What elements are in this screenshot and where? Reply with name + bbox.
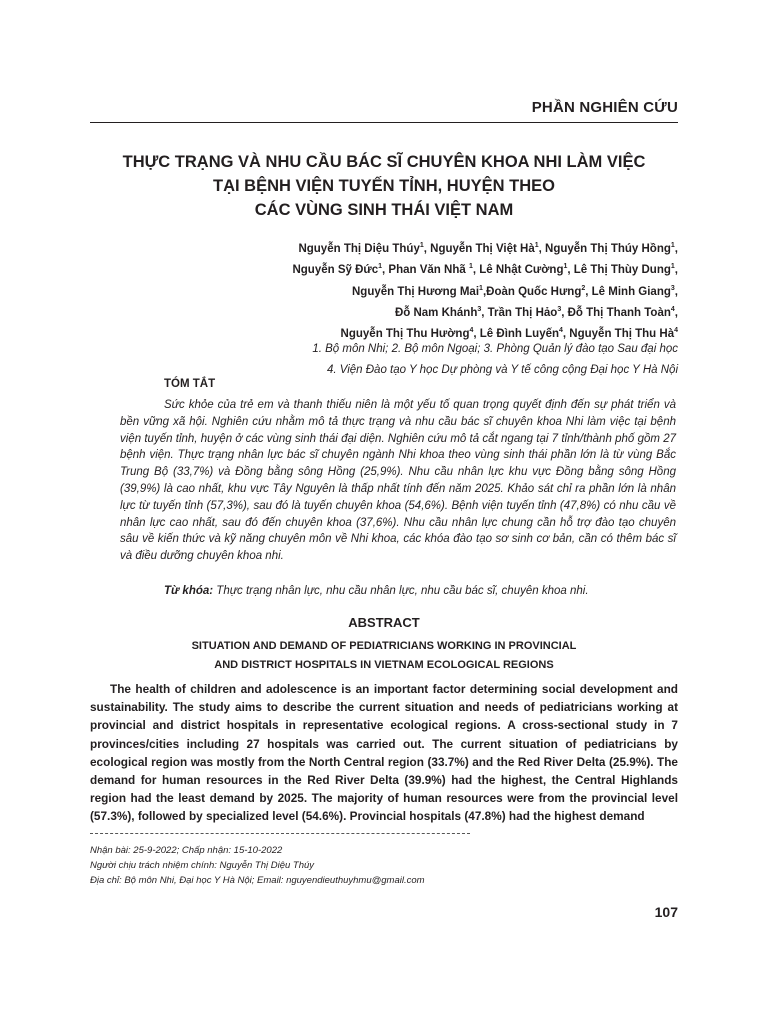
- affiliation-line: 1. Bộ môn Nhi; 2. Bộ môn Ngoại; 3. Phòng Quản lý đào tạo Sau đại học: [312, 343, 678, 355]
- keywords-text: Thực trạng nhân lực, nhu cầu nhân lực, nhu cầu bác sĩ, chuyên khoa nhi.: [213, 585, 589, 597]
- author-name: Lê Thị Thùy Dung: [573, 264, 671, 277]
- author-affil-mark: 3: [477, 306, 482, 314]
- author-name: Nguyễn Thị Diệu Thúy: [298, 243, 420, 255]
- author-affil-mark: 1: [670, 263, 675, 271]
- footnote-divider: [90, 833, 470, 834]
- author-affil-mark: 1: [378, 263, 383, 271]
- author-affil-mark: 1: [479, 284, 483, 292]
- footnote-received: Nhận bài: 25-9-2022; Chấp nhận: 15-10-2022: [90, 845, 283, 856]
- footnote-address: Địa chỉ: Bộ môn Nhi, Đại học Y Hà Nội; Email: nguyendieuthuyhmu@gmail.com: [90, 875, 425, 886]
- author-affil-mark: 2: [581, 284, 586, 292]
- author-sep: , Lê Đình Luyến: [473, 328, 560, 341]
- author-name: Lê Nhật Cường: [479, 264, 564, 277]
- footnotes: [90, 843, 425, 888]
- author-affil-mark: 3: [670, 284, 675, 292]
- author-sep: ,: [674, 264, 678, 277]
- author-sep: , Trần Thị Hảo: [481, 306, 558, 319]
- author-sep: ,: [472, 264, 480, 277]
- title-line: CÁC VÙNG SINH THÁI VIỆT NAM: [254, 201, 514, 219]
- author-name: Nguyễn Thị Thúy Hồng: [545, 243, 671, 255]
- en-abstract-text: The health of children and adolescence is an important factor determining social development and sustainability. The study aims to describe the current situation and needs of pediatricians working at provincial and district hospitals in representative ecological regions. A cross-sectional study in 7 provinces/cities including 27 hospitals was carried out. The current situation of pediatricians by ecological region was mostly from the North Central region (33.7%) and the Red River Delta (25.9%). The demand for human resources in the Red River Delta (39.9%) had the highest, the Central Highlands region had the least demand by 2025. The majority of human resources were from the provincial level (57.3%), followed by specialized level (54.6%). Provincial hospitals (47.8%) had the highest demand: [90, 682, 678, 824]
- author-line: [90, 239, 678, 260]
- author-line: [90, 303, 678, 324]
- author-sep: ,: [538, 243, 546, 255]
- vn-abstract-body: [120, 397, 676, 565]
- author-list: [90, 239, 678, 345]
- author-affil-mark: 1: [534, 242, 539, 250]
- page-number: 107: [654, 904, 678, 920]
- author-name: Nguyễn Sỹ Đức: [292, 264, 379, 277]
- author-sep: , Lê Minh Giang: [585, 285, 671, 298]
- en-abstract-body: [90, 680, 678, 826]
- author-affil-mark: 1: [468, 263, 473, 271]
- en-abstract-heading: ABSTRACT: [348, 615, 420, 630]
- author-affil-mark: 1: [419, 242, 424, 250]
- author-name: Đỗ Nam Khánh: [394, 306, 478, 319]
- keywords-label: Từ khóa:: [164, 585, 214, 597]
- author-sep: ,: [423, 243, 431, 255]
- article-title: [90, 150, 678, 222]
- author-affil-mark: 4: [559, 327, 563, 335]
- author-affil-mark: 4: [670, 306, 675, 314]
- vn-abstract-heading: TÓM TẮT: [164, 378, 216, 390]
- en-title-line: AND DISTRICT HOSPITALS IN VIETNAM ECOLOGICAL REGIONS: [214, 659, 554, 671]
- author-sep: ,: [674, 243, 678, 255]
- footnote-corresponding-author: Người chịu trách nhiệm chính: Nguyễn Thị Diệu Thúy: [90, 860, 315, 871]
- author-name: Phan Văn Nhã: [388, 264, 469, 277]
- author-affil-mark: 1: [563, 263, 568, 271]
- affiliation-line: 4. Viện Đào tạo Y học Dự phòng và Y tế công cộng Đại học Y Hà Nội: [326, 363, 678, 376]
- author-name: Nguyễn Thị Hương Mai: [352, 285, 480, 298]
- vn-abstract-text: Sức khỏe của trẻ em và thanh thiếu niên là một yếu tố quan trọng quyết định đến sự phát triển và bền vững xã hội. Nghiên cứu nhằm mô tả thực trạng và nhu cầu bác sĩ chuyên khoa Nhi làm việc tại bệnh viện tuyến tỉnh, huyện ở các vùng sinh thái đại diện. Nghiên cứu mô tả cắt ngang tại 7 tỉnh/thành phố gồm 27 bệnh viện. Thực trạng nhân lực bác sĩ chuyên ngành Nhi khoa theo vùng sinh thái phần lớn là từ vùng Bắc Trung Bộ (33,7%) và Đồng bằng sông Hồng (25,9%). Nhu cầu nhân lực khu vực Đồng bằng sông Hồng (39,9%) là cao nhất, khu vực Tây Nguyên là thấp nhất tính đến năm 2025. Khảo sát chỉ ra phần lớn là nhân lực từ tuyến tỉnh (57,3%), sau đó là tuyến chuyên khoa (54,6%). Bệnh viện tuyến tỉnh (47,8%) có nhu cầu về nhân lực cao nhất, sau đó đến chuyên khoa (37,6%). Nhu cầu nhân lực chung cần hỗ trợ đào tạo chuyên sâu về kiến thức và kỹ năng chuyên môn về Nhi khoa, các khóa đào tạo sơ sinh cơ bản, cần có thêm bác sĩ và điều dưỡng chuyên khoa nhi.: [120, 399, 676, 563]
- author-sep: , Nguyễn Thị Thu Hà: [562, 328, 675, 341]
- author-affil-mark: 1: [670, 242, 675, 250]
- header-rule: [90, 122, 678, 123]
- author-sep: ,: [674, 306, 678, 319]
- author-name: Nguyễn Thị Việt Hà: [430, 243, 535, 255]
- author-sep: ,: [674, 285, 678, 298]
- keywords: [164, 583, 676, 599]
- en-article-title: [90, 637, 678, 675]
- author-affil-mark: 4: [469, 327, 474, 335]
- author-affil-mark: 4: [674, 327, 678, 335]
- author-line: [90, 282, 678, 303]
- affiliations: [90, 339, 678, 380]
- author-sep: ,: [382, 264, 389, 277]
- author-line: [90, 260, 678, 281]
- author-affil-mark: 3: [557, 306, 562, 314]
- section-label: PHẦN NGHIÊN CỨU: [531, 99, 678, 116]
- author-name: Nguyễn Thị Thu Hường: [340, 328, 470, 341]
- author-sep: , Đỗ Thị Thanh Toàn: [561, 306, 671, 319]
- title-line: TẠI BỆNH VIỆN TUYẾN TỈNH, HUYỆN THEO: [213, 177, 555, 195]
- title-line: THỰC TRẠNG VÀ NHU CẦU BÁC SĨ CHUYÊN KHOA NHI LÀM VIỆC: [122, 153, 646, 171]
- en-title-line: SITUATION AND DEMAND OF PEDIATRICIANS WORKING IN PROVINCIAL: [191, 640, 577, 652]
- author-sep: ,Đoàn Quốc Hưng: [482, 285, 582, 298]
- author-sep: ,: [567, 264, 574, 277]
